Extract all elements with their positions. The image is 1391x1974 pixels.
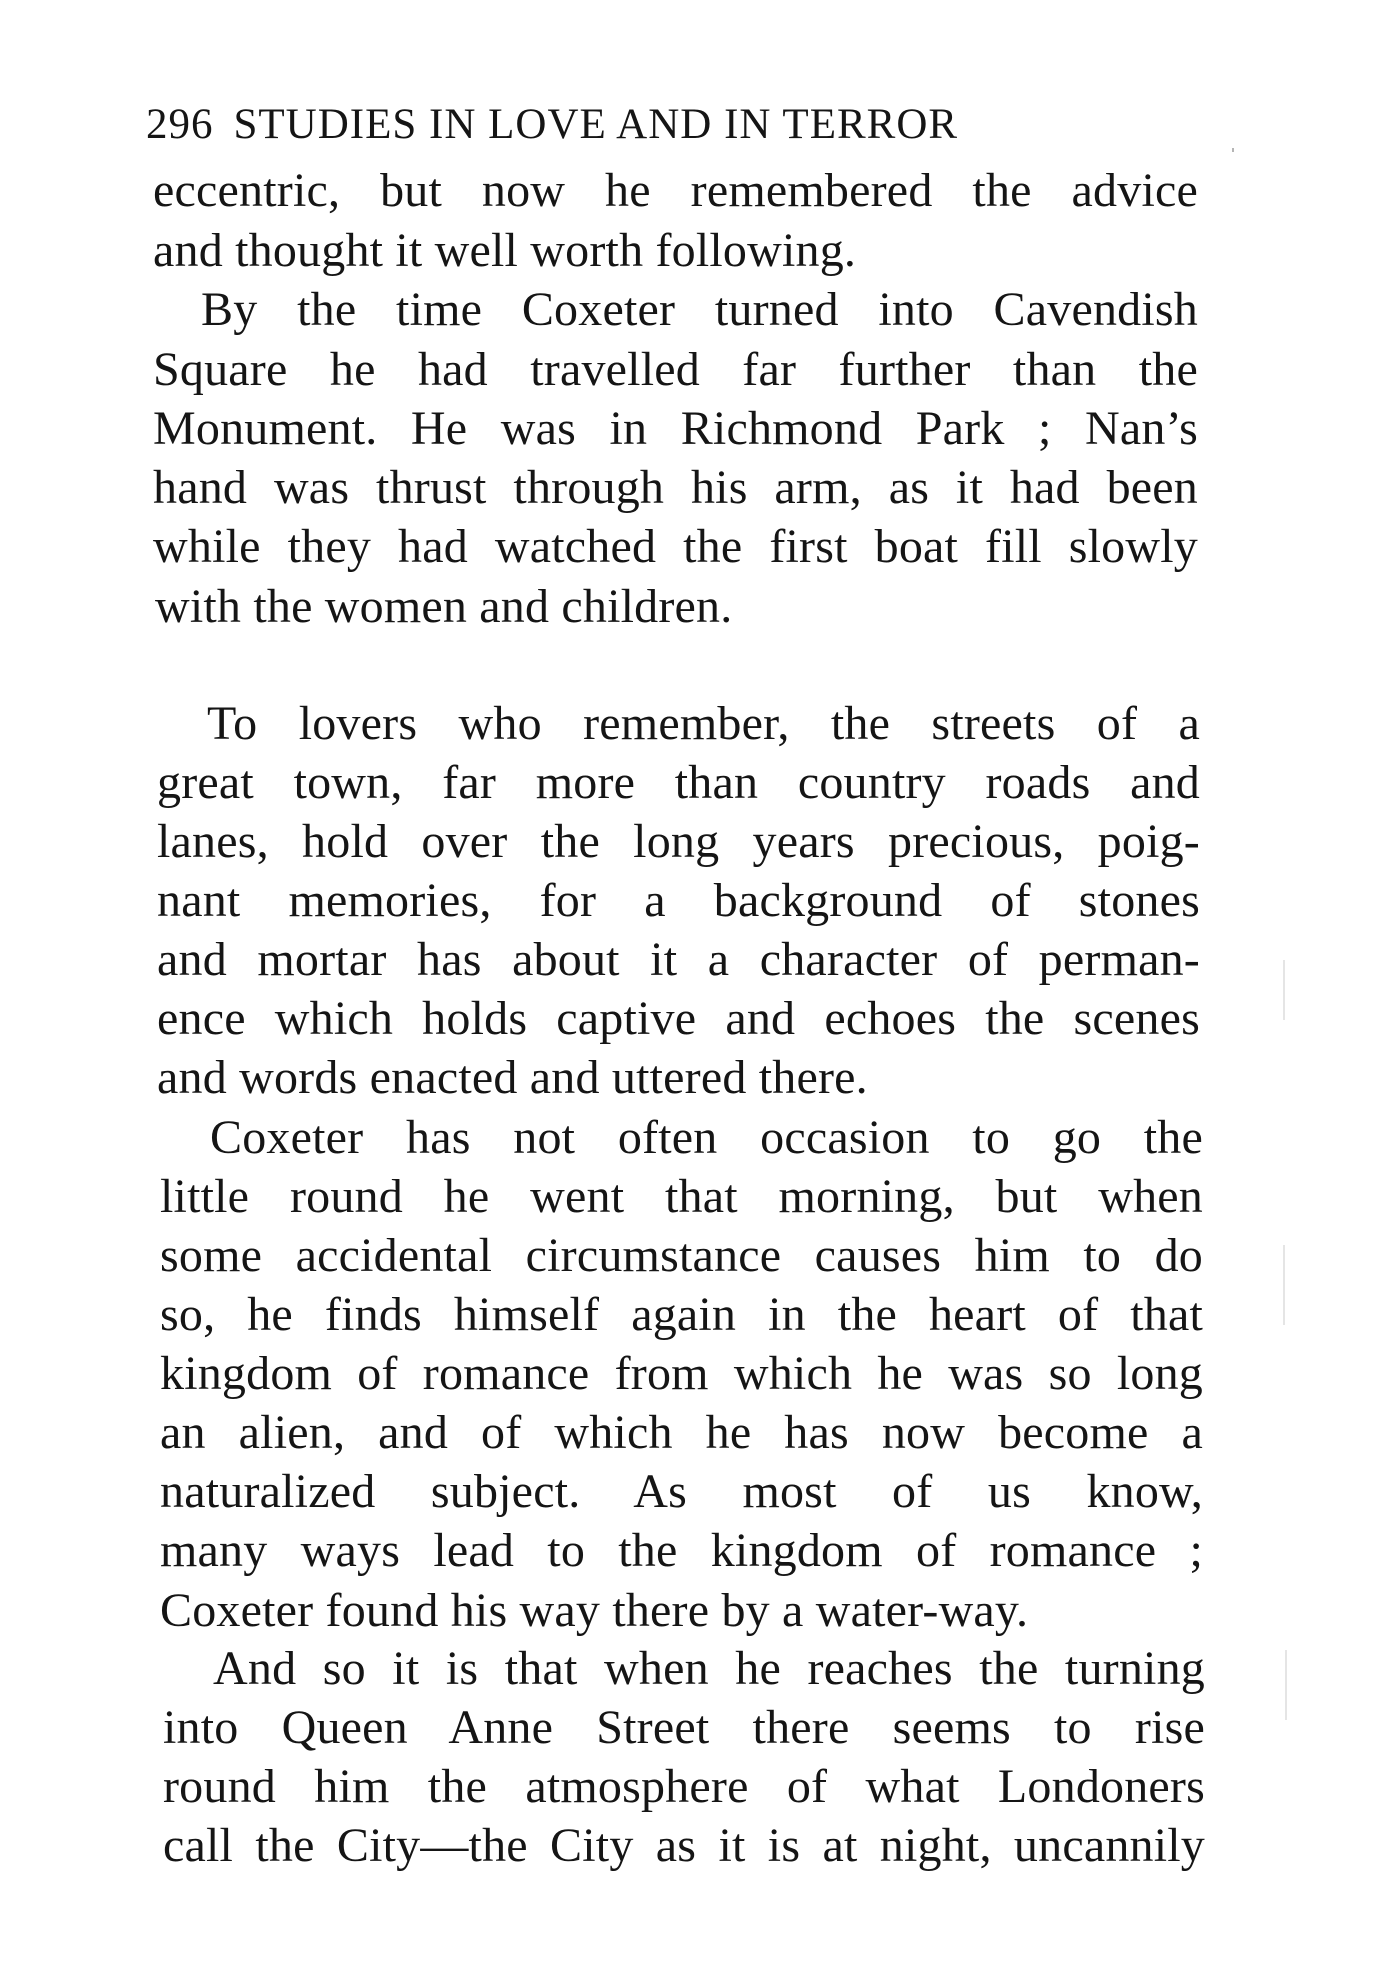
text-line: ence which holds captive and echoes the scenes — [157, 992, 1200, 1045]
text-line: and words enacted and uttered there. — [157, 1051, 868, 1104]
scan-mark — [1283, 960, 1285, 1020]
text-line: little round he went that morning, but when — [160, 1170, 1203, 1223]
page-number: 296 — [146, 101, 214, 148]
text-line: into Queen Anne Street there seems to rise — [163, 1701, 1205, 1754]
text-line: And so it is that when he reaches the turning — [213, 1642, 1205, 1695]
text-line: By the time Coxeter turned into Cavendish — [201, 283, 1198, 336]
text-line: round him the atmosphere of what Londoners — [163, 1760, 1205, 1813]
text-line: and mortar has about it a character of perman- — [157, 933, 1200, 986]
text-line: hand was thrust through his arm, as it had been — [153, 461, 1198, 514]
text-line: To lovers who remember, the streets of a — [207, 697, 1200, 750]
text-line: Coxeter found his way there by a water-way. — [160, 1584, 1029, 1637]
text-line: lanes, hold over the long years precious, poig- — [157, 815, 1200, 868]
text-line: Monument. He was in Richmond Park ; Nan’s — [153, 402, 1198, 455]
text-line: an alien, and of which he has now become a — [160, 1406, 1203, 1459]
scan-mark — [1283, 1245, 1285, 1325]
text-line: nant memories, for a background of stones — [157, 874, 1200, 927]
text-line: some accidental circumstance causes him to do — [160, 1229, 1203, 1282]
text-line: many ways lead to the kingdom of romance ; — [160, 1524, 1203, 1577]
text-line: and thought it well worth following. — [153, 224, 857, 277]
text-line: naturalized subject. As most of us know, — [160, 1465, 1203, 1518]
text-line: so, he finds himself again in the heart of that — [160, 1288, 1203, 1341]
text-line: kingdom of romance from which he was so long — [160, 1347, 1203, 1400]
text-line: great town, far more than country roads and — [157, 756, 1200, 809]
text-line: Square he had travelled far further than the — [153, 343, 1198, 396]
scan-mark — [1232, 148, 1234, 152]
text-line: while they had watched the first boat fill slowly — [153, 520, 1198, 573]
scan-mark — [1285, 1650, 1287, 1720]
text-line: eccentric, but now he remembered the advice — [153, 164, 1198, 217]
text-line: call the City—the City as it is at night, uncannily — [163, 1819, 1205, 1872]
text-line: Coxeter has not often occasion to go the — [210, 1111, 1203, 1164]
text-line: with the women and children. — [155, 580, 733, 633]
running-header — [146, 97, 958, 153]
running-title: STUDIES IN LOVE AND IN TERROR — [233, 101, 959, 148]
